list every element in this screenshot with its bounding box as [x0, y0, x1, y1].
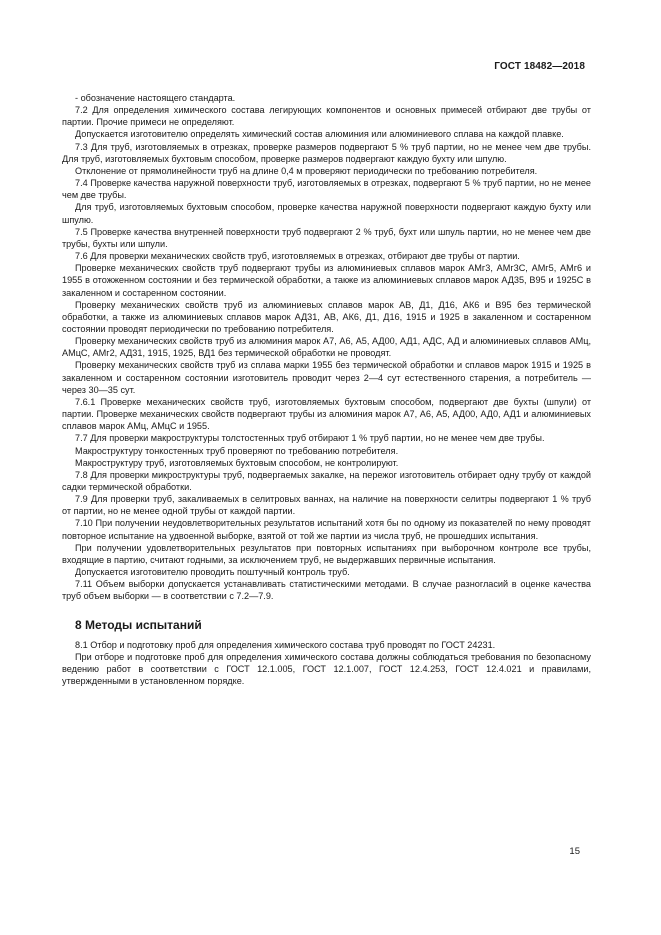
- paragraph: Макроструктуру тонкостенных труб проверяют по требованию потребителя.: [75, 445, 399, 456]
- paragraph: Проверке механических свойств труб подвергают трубы из алюминиевых сплавов марок АМг3, АМг3С, АМг5, АМг6 и 1955 в отожженном состоянии и без термической обработки, а также из алюминиевых сплавов марок АД35, В95 и 1925С в закаленном и состаренном состоянии.: [62, 263, 591, 298]
- paragraph: Проверку механических свойств труб из алюминия марок А7, А6, А5, АД00, АД1, АДС, АД и алюминиевых сплавов АМц, АМцС, АМг2, АД31, 1915, 1925, ВД1 без термической обработки не проводят.: [62, 336, 591, 359]
- paragraph: Проверку механических свойств труб из алюминиевых сплавов марок АВ, Д1, Д16, АК6 и В95 без термической обработки, а также из алюминиевых сплавов марок АД31, АВ, АК6, Д1, Д16, 1915 и 1925 в закаленном и состаренном состоянии проводят периодически по требованию потребителя.: [62, 299, 591, 334]
- paragraph: Проверку механических свойств труб из сплава марки 1955 без термической обработки и сплавов марок 1915 и 1925 в закаленном и состаренном состоянии изготовитель проводит через 2—4 сут естественного старения, а потребитель — через 30—35 сут.: [62, 360, 591, 395]
- document-id-header: ГОСТ 18482—2018: [494, 61, 585, 72]
- paragraph: Допускается изготовителю проводить поштучный контроль труб.: [75, 567, 350, 578]
- paragraph: 7.11 Объем выборки допускается устанавливать статистическими методами. В случае разногласий в оценке качества труб объем выборки — в соответствии с 7.2—7.9.: [62, 579, 591, 602]
- paragraph: При получении удовлетворительных результатов при повторных испытаниях при выборочном контроле все трубы, входящие в партию, считают годными, за исключением труб, не выдержавших первичные испытания.: [62, 542, 591, 565]
- paragraph: Макроструктуру труб, изготовляемых бухтовым способом, не контролируют.: [75, 457, 399, 468]
- paragraph: 8.1 Отбор и подготовку проб для определения химического состава труб проводят по ГОСТ 24231.: [75, 639, 496, 650]
- page-number: 15: [569, 846, 580, 857]
- paragraph: 7.4 Проверке качества наружной поверхности труб, изготовляемых в отрезках, подвергают 5 % труб партии, но не менее чем две трубы.: [62, 178, 591, 201]
- paragraph: 7.2 Для определения химического состава легирующих компонентов и основных примесей отбирают две трубы от партии. Прочие примеси не определяют.: [62, 105, 591, 128]
- section-heading: 8 Методы испытаний: [75, 617, 202, 632]
- paragraph: 7.10 При получении неудовлетворительных результатов испытаний хотя бы по одному из показателей по нему проводят повторное испытание на удвоенной выборке, взятой от той же партии из числа труб, не прошедших испытания.: [62, 518, 591, 541]
- paragraph: 7.8 Для проверки микроструктуры труб, подвергаемых закалке, на пережог изготовитель отбирает одну трубу от каждой садки термической обработки.: [62, 469, 591, 492]
- paragraph: 7.9 Для проверки труб, закаливаемых в селитровых ваннах, на наличие на поверхности селитры подвергают 1 % труб от партии, но не менее одной трубы от каждой партии.: [62, 494, 591, 517]
- paragraph: 7.6 Для проверки механических свойств труб, изготовляемых в отрезках, отбирают две трубы от партии.: [75, 251, 520, 262]
- paragraph: При отборе и подготовке проб для определения химического состава должны соблюдаться требования по безопасному ведению работ в соответствии с ГОСТ 12.1.005, ГОСТ 12.1.007, ГОСТ 12.4.253, ГОСТ 12.4.021 и правилами, утвержденными в установленном порядке.: [62, 651, 591, 687]
- paragraph: Допускается изготовителю определять химический состав алюминия или алюминиевого сплава на каждой плавке.: [75, 129, 564, 140]
- document-body: [62, 92, 591, 687]
- paragraph: Для труб, изготовляемых бухтовым способом, проверке качества наружной поверхности подвергают каждую бухту или шпулю.: [62, 202, 591, 225]
- paragraph: 7.3 Для труб, изготовляемых в отрезках, проверке размеров подвергают 5 % труб партии, но не менее чем две трубы. Для труб, изготовляемых бухтовым способом, проверке размеров подвергают каждую бухту или шпулю.: [62, 141, 591, 164]
- paragraph: 7.5 Проверке качества внутренней поверхности труб подвергают 2 % труб, бухт или шпуль партии, но не менее чем две трубы, бухты или шпули.: [62, 226, 591, 249]
- paragraph: 7.6.1 Проверке механических свойств труб, изготовляемых бухтовым способом, подвергают две бухты (шпули) от партии. Проверке механических свойств подвергают трубы из алюминия марок А7, А6, А5, АД00, АД0, АД1 и алюминиевых сплавов марок АМц, АМцС и 1955.: [62, 396, 591, 432]
- paragraph: Отклонение от прямолинейности труб на длине 0,4 м проверяют периодически по требованию потребителя.: [75, 165, 538, 176]
- paragraph: - обозначение настоящего стандарта.: [75, 93, 236, 103]
- paragraph: 7.7 Для проверки макроструктуры толстостенных труб отбирают 1 % труб партии, но не менее чем две трубы.: [75, 433, 545, 444]
